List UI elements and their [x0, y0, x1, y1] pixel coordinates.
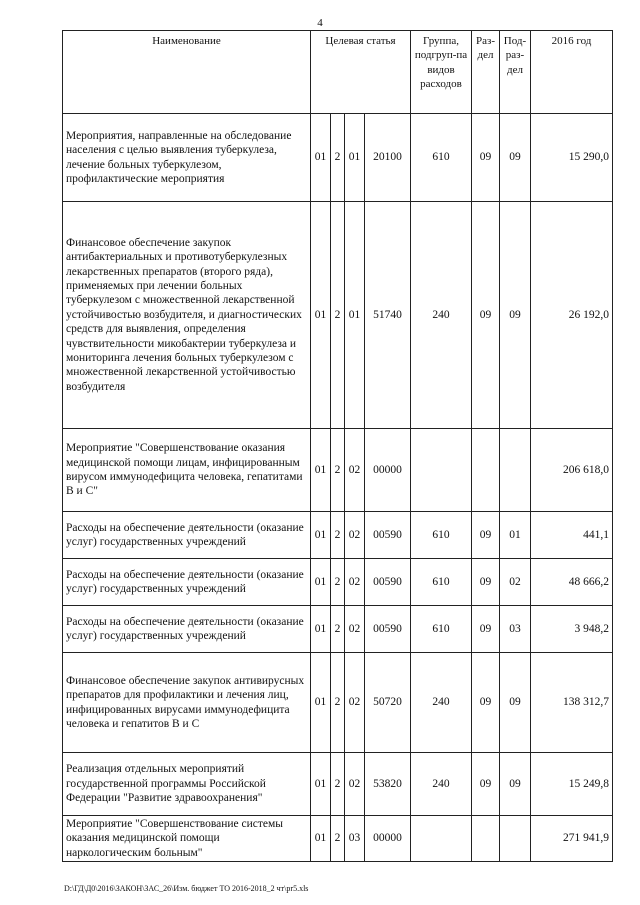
section: 09	[472, 606, 500, 653]
target-article-event: 01	[345, 114, 365, 202]
target-article-event: 02	[345, 559, 365, 606]
target-article-program: 01	[311, 559, 331, 606]
target-article-event: 01	[345, 202, 365, 429]
row-name: Мероприятие "Совершенствование оказания медицинской помощи лицам, инфицированным вирусом иммунодефицита человека, гепатитами В и С"	[63, 429, 311, 512]
subsection: 09	[500, 753, 531, 816]
row-name: Расходы на обеспечение деятельности (оказание услуг) государственных учреждений	[63, 512, 311, 559]
expense-group: 240	[411, 753, 472, 816]
section: 09	[472, 114, 500, 202]
target-article-subprogram: 2	[331, 429, 345, 512]
header-year: 2016 год	[531, 31, 613, 114]
target-article-subprogram: 2	[331, 816, 345, 862]
row-name: Мероприятие "Совершенствование системы оказания медицинской помощи наркологическим больным"	[63, 816, 311, 862]
header-section: Раз-дел	[472, 31, 500, 114]
table-row	[63, 606, 613, 653]
target-article-event: 02	[345, 512, 365, 559]
header-subsection: Под-раз-дел	[500, 31, 531, 114]
header-name: Наименование	[63, 31, 311, 114]
row-name: Мероприятия, направленные на обследование населения с целью выявления туберкулеза, лечение больных туберкулезом, профилактические мероприятия	[63, 114, 311, 202]
table-row	[63, 512, 613, 559]
subsection: 01	[500, 512, 531, 559]
target-article-subprogram: 2	[331, 753, 345, 816]
expense-group: 610	[411, 512, 472, 559]
target-article-program: 01	[311, 753, 331, 816]
header-target-article: Целевая статья	[311, 31, 411, 114]
subsection: 09	[500, 202, 531, 429]
section: 09	[472, 753, 500, 816]
target-article-program: 01	[311, 512, 331, 559]
target-article-program: 01	[311, 606, 331, 653]
expense-group	[411, 816, 472, 862]
table-header-row	[63, 31, 613, 114]
target-article-event: 02	[345, 653, 365, 753]
table-row	[63, 429, 613, 512]
target-article-program: 01	[311, 653, 331, 753]
target-article-event: 02	[345, 753, 365, 816]
target-article-direction: 00000	[365, 429, 411, 512]
table-row	[63, 816, 613, 862]
expense-group: 240	[411, 202, 472, 429]
target-article-subprogram: 2	[331, 512, 345, 559]
page-number: 4	[317, 17, 323, 29]
amount-2016: 15 290,0	[531, 114, 613, 202]
section: 09	[472, 202, 500, 429]
footer-file-path: D:\ГД\Д0\2016\ЗАКОН\ЗАС_26\Изм. бюджет ТО 2016-2018_2 чт\pr5.xls	[64, 884, 309, 893]
expense-group: 610	[411, 606, 472, 653]
row-name: Финансовое обеспечение закупок антибактериальных и противотуберкулезных лекарственных препаратов (второго ряда), применяемых при лечении больных туберкулезом с множественной лекарственной устойчивостью возбудителя, и диагностических средств для выявления, определения чувствительности микобактерии туберкулеза и мониторинга лечения больных туберкулезом с множественной лекарственной устойчивостью возбудителя	[63, 202, 311, 429]
target-article-event: 03	[345, 816, 365, 862]
target-article-subprogram: 2	[331, 202, 345, 429]
row-name: Расходы на обеспечение деятельности (оказание услуг) государственных учреждений	[63, 606, 311, 653]
subsection	[500, 429, 531, 512]
section	[472, 429, 500, 512]
target-article-direction: 00590	[365, 512, 411, 559]
expense-group	[411, 429, 472, 512]
target-article-program: 01	[311, 114, 331, 202]
amount-2016: 138 312,7	[531, 653, 613, 753]
header-group: Группа, подгруп-па видов расходов	[411, 31, 472, 114]
target-article-event: 02	[345, 429, 365, 512]
subsection: 03	[500, 606, 531, 653]
target-article-direction: 00000	[365, 816, 411, 862]
target-article-direction: 50720	[365, 653, 411, 753]
target-article-subprogram: 2	[331, 653, 345, 753]
row-name: Реализация отдельных мероприятий государственной программы Российской Федерации "Развитие здравоохранения"	[63, 753, 311, 816]
section: 09	[472, 559, 500, 606]
target-article-program: 01	[311, 202, 331, 429]
amount-2016: 271 941,9	[531, 816, 613, 862]
target-article-direction: 51740	[365, 202, 411, 429]
target-article-direction: 20100	[365, 114, 411, 202]
subsection	[500, 816, 531, 862]
table-row	[63, 559, 613, 606]
target-article-direction: 00590	[365, 606, 411, 653]
target-article-program: 01	[311, 429, 331, 512]
target-article-subprogram: 2	[331, 114, 345, 202]
section	[472, 816, 500, 862]
expense-group: 610	[411, 559, 472, 606]
target-article-subprogram: 2	[331, 559, 345, 606]
amount-2016: 3 948,2	[531, 606, 613, 653]
section: 09	[472, 512, 500, 559]
amount-2016: 48 666,2	[531, 559, 613, 606]
row-name: Финансовое обеспечение закупок антивирусных препаратов для профилактики и лечения лиц, инфицированных вирусами иммунодефицита человека и гепатитов В и С	[63, 653, 311, 753]
row-name: Расходы на обеспечение деятельности (оказание услуг) государственных учреждений	[63, 559, 311, 606]
table-row	[63, 114, 613, 202]
amount-2016: 15 249,8	[531, 753, 613, 816]
target-article-event: 02	[345, 606, 365, 653]
amount-2016: 206 618,0	[531, 429, 613, 512]
amount-2016: 441,1	[531, 512, 613, 559]
table-row	[63, 753, 613, 816]
subsection: 02	[500, 559, 531, 606]
budget-table	[62, 30, 613, 862]
target-article-direction: 00590	[365, 559, 411, 606]
expense-group: 240	[411, 653, 472, 753]
target-article-program: 01	[311, 816, 331, 862]
subsection: 09	[500, 653, 531, 753]
target-article-direction: 53820	[365, 753, 411, 816]
expense-group: 610	[411, 114, 472, 202]
subsection: 09	[500, 114, 531, 202]
target-article-subprogram: 2	[331, 606, 345, 653]
table-row	[63, 653, 613, 753]
section: 09	[472, 653, 500, 753]
amount-2016: 26 192,0	[531, 202, 613, 429]
table-row	[63, 202, 613, 429]
table-body	[63, 114, 613, 862]
